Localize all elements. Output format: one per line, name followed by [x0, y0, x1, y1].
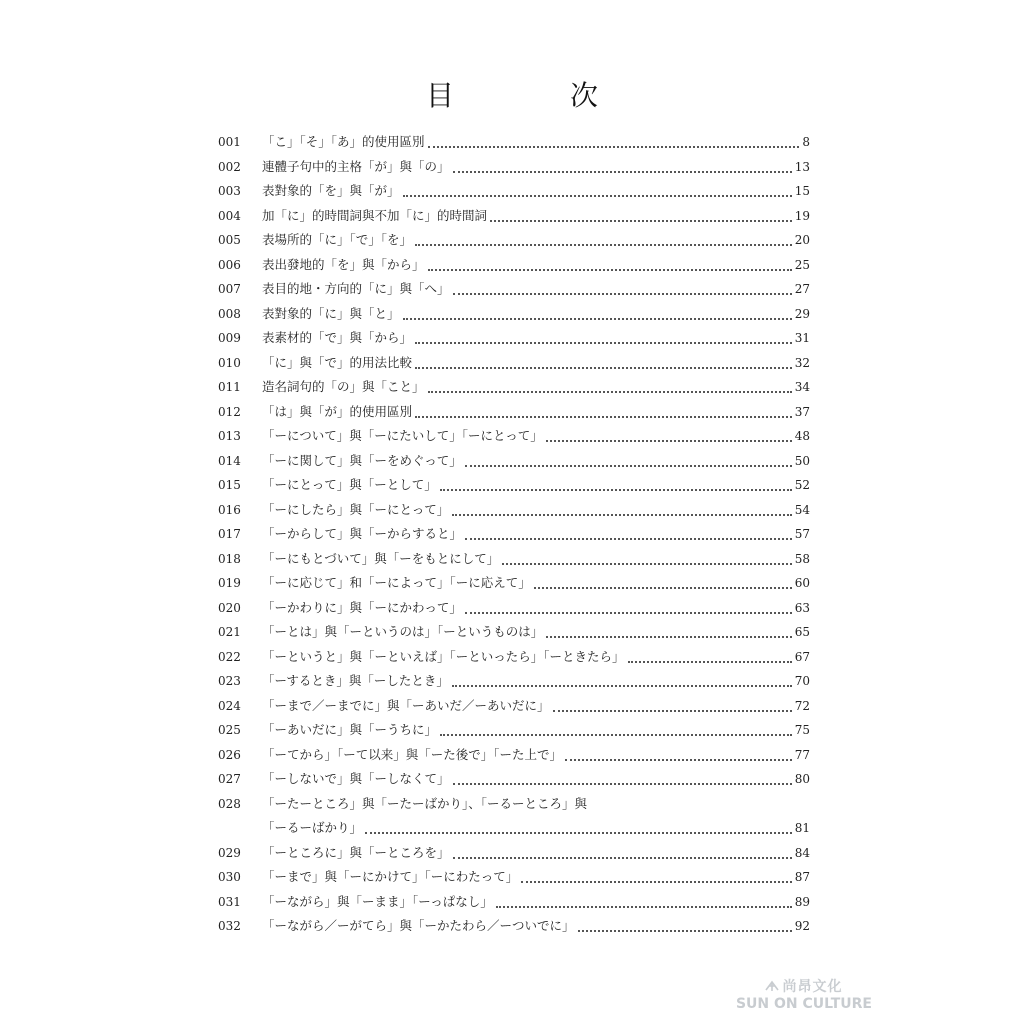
toc-entry-number: 031: [218, 894, 241, 909]
toc-entry: [218, 426, 810, 451]
toc-entry-number: 028: [218, 796, 241, 811]
toc-entry-title: 表出發地的「を」與「から」: [262, 256, 425, 272]
toc-entry-page: 84: [794, 845, 810, 860]
toc-entry-page: 8: [802, 135, 810, 149]
toc-leader-dots: [465, 465, 792, 467]
toc-entry-number: 004: [218, 208, 241, 223]
toc-entry: [218, 132, 810, 157]
toc-entry: [218, 720, 810, 745]
toc-leader-dots: [365, 832, 792, 834]
toc-entry-title: 「ーまで／ーまでに」與「ーあいだ／ーあいだに」: [262, 697, 550, 713]
toc-leader-dots: [440, 489, 792, 491]
toc-entry-title: 「ーてから」「ーて以来」與「ーた後で」「ーた上で」: [262, 746, 563, 762]
toc-leader-dots: [403, 195, 792, 197]
toc-entry-number: 022: [218, 649, 241, 664]
toc-leader-dots: [490, 220, 792, 222]
toc-leader-dots: [578, 930, 792, 932]
toc-leader-dots: [534, 587, 792, 589]
toc-entry-page: 60: [794, 576, 810, 590]
toc-entry-title: 「ーにとって」與「ーとして」: [262, 477, 437, 492]
toc-entry-title: 「は」與「が」的使用區別: [262, 403, 413, 419]
toc-entry-number: 029: [218, 845, 241, 860]
toc-entry: [218, 573, 810, 598]
toc-entry-number: 023: [218, 674, 241, 688]
toc-entry-page: 54: [794, 502, 810, 517]
toc-entry-page: 13: [794, 159, 810, 174]
toc-entry-title: 「こ」「そ」「あ」的使用區別: [262, 134, 425, 149]
toc-entry-page: 70: [794, 674, 810, 688]
toc-entry-title-continued: 「ーるーばかり」: [262, 820, 363, 835]
toc-entry: [218, 304, 810, 329]
toc-entry: [218, 916, 810, 941]
toc-entry-page: 92: [794, 919, 810, 933]
toc-entry: [218, 230, 810, 255]
toc-entry-number: 021: [218, 625, 241, 639]
toc-entry-page: 63: [794, 600, 810, 615]
toc-entry-number: 003: [218, 184, 241, 198]
toc-entry-title: 「ーところに」與「ーところを」: [262, 844, 450, 860]
toc-entry-page: 27: [794, 282, 810, 296]
toc-entry: [218, 279, 810, 304]
toc-entry: [218, 451, 810, 476]
toc-entry: [218, 524, 810, 549]
toc-leader-dots: [565, 759, 792, 761]
toc-entry: [218, 794, 810, 819]
toc-entry: [218, 475, 810, 500]
toc-entry-page: 89: [794, 894, 810, 909]
toc-leader-dots: [428, 391, 792, 393]
toc-entry-number: 011: [218, 380, 241, 394]
toc-leader-dots: [453, 783, 792, 785]
toc-entry: [218, 745, 810, 770]
toc-leader-dots: [452, 685, 792, 687]
toc-entry-number: 024: [218, 698, 241, 713]
toc-entry-page: 25: [794, 257, 810, 272]
toc-leader-dots: [453, 857, 792, 859]
toc-entry-number: 016: [218, 502, 241, 517]
page-title: 目 次: [425, 79, 642, 112]
toc-leader-dots: [453, 293, 792, 295]
toc-entry-title: 「ーたーところ」與「ーたーばかり」、「ーるーところ」與: [262, 795, 588, 811]
toc-entry-page: 31: [794, 331, 810, 345]
toc-entry-title: 「ーながら」與「ーまま」「ーっぱなし」: [262, 893, 493, 909]
toc-entry: [218, 769, 810, 794]
toc-entry-title: 「ーかわりに」與「ーにかわって」: [262, 599, 462, 615]
toc-leader-dots: [415, 416, 792, 418]
table-of-contents: [218, 132, 810, 941]
toc-entry-page: 48: [794, 429, 810, 443]
toc-entry-number: 008: [218, 306, 241, 321]
toc-entry-title: 「ーあいだに」與「ーうちに」: [262, 722, 438, 737]
toc-entry: [218, 353, 810, 378]
toc-entry: [218, 843, 810, 868]
toc-leader-dots: [465, 538, 792, 540]
toc-entry-number: 019: [218, 576, 241, 590]
toc-entry-number: 013: [218, 429, 241, 443]
toc-entry-title: 連體子句中的主格「が」與「の」: [262, 158, 450, 174]
toc-leader-dots: [415, 342, 792, 344]
publisher-logo-icon: [765, 980, 779, 992]
toc-leader-dots: [415, 367, 792, 369]
toc-entry-number: 032: [218, 919, 241, 933]
toc-leader-dots: [521, 881, 791, 883]
toc-entry-title: 「ーについて」與「ーにたいして」「ーにとって」: [262, 428, 543, 443]
toc-entry-page: 80: [794, 772, 810, 786]
toc-leader-dots: [465, 612, 792, 614]
toc-entry-number: 005: [218, 233, 241, 247]
toc-leader-dots: [546, 440, 792, 442]
toc-entry-title: 「ーからして」與「ーからすると」: [262, 526, 463, 541]
toc-leader-dots: [502, 563, 791, 565]
toc-entry: [218, 402, 810, 427]
toc-entry-page: 34: [794, 380, 810, 394]
toc-entry-page: 52: [794, 478, 810, 492]
toc-entry-title: 「ーに関して」與「ーをめぐって」: [262, 452, 462, 468]
toc-entry-page: 57: [794, 527, 810, 541]
toc-entry-number: 015: [218, 478, 241, 492]
toc-entry-page: 20: [794, 233, 810, 247]
toc-entry: [218, 622, 810, 647]
toc-entry-page: 37: [794, 404, 810, 419]
toc-entry: [218, 255, 810, 280]
toc-entry-title: 造名詞句的「の」與「こと」: [262, 379, 425, 394]
toc-entry-title: 表目的地・方向的「に」與「へ」: [262, 281, 450, 296]
toc-entry-number: 025: [218, 723, 241, 737]
toc-entry: [218, 500, 810, 525]
toc-leader-dots: [415, 244, 792, 246]
toc-entry: [218, 598, 810, 623]
toc-entry-page: 58: [794, 551, 810, 566]
toc-entry-title: 「ーまで」與「ーにかけて」「ーにわたって」: [262, 869, 519, 884]
toc-entry-title: 表素材的「で」與「から」: [262, 330, 413, 345]
toc-entry: [218, 549, 810, 574]
toc-leader-dots: [440, 734, 792, 736]
toc-entry: [218, 696, 810, 721]
toc-entry-continuation: [218, 818, 810, 843]
toc-entry-title: 「ーながら／ーがてら」與「ーかたわら／ーついでに」: [262, 918, 575, 933]
toc-entry-title: 「に」與「で」的用法比較: [262, 354, 413, 370]
toc-leader-dots: [553, 710, 792, 712]
toc-entry-number: 020: [218, 600, 241, 615]
toc-entry-number: 012: [218, 404, 241, 419]
toc-entry-page: 32: [794, 355, 810, 370]
toc-entry-number: 027: [218, 772, 241, 786]
toc-entry: [218, 892, 810, 917]
toc-entry-title: 表對象的「を」與「が」: [262, 183, 400, 198]
toc-entry-title: 表對象的「に」與「と」: [262, 305, 400, 321]
toc-entry-title: 「ーにもとづいて」與「ーをもとにして」: [262, 550, 500, 566]
toc-entry-page: 50: [794, 453, 810, 468]
toc-leader-dots: [428, 269, 792, 271]
toc-entry: [218, 377, 810, 402]
toc-entry-number: 010: [218, 355, 241, 370]
toc-entry-page: 77: [794, 747, 810, 762]
toc-entry-title: 「ーするとき」與「ーしたとき」: [262, 673, 449, 688]
toc-leader-dots: [628, 661, 792, 663]
toc-entry-number: 002: [218, 159, 241, 174]
toc-entry-title: 「ーしないで」與「ーしなくて」: [262, 771, 450, 786]
toc-entry: [218, 867, 810, 892]
toc-leader-dots: [496, 906, 792, 908]
watermark-english: SUN ON CULTURE: [735, 996, 872, 1012]
toc-entry-title: 加「に」的時間詞與不加「に」的時間詞: [262, 207, 488, 223]
toc-entry-page: 75: [794, 723, 810, 737]
toc-entry-number: 007: [218, 282, 241, 296]
toc-entry-number: 001: [218, 135, 241, 149]
toc-entry: [218, 328, 810, 353]
toc-entry-number: 017: [218, 527, 241, 541]
toc-leader-dots: [452, 514, 791, 516]
toc-entry-title: 「ーとは」與「ーというのは」「ーというものは」: [262, 624, 544, 639]
toc-entry-page: 15: [794, 184, 810, 198]
toc-entry-title: 「ーというと」與「ーといえば」「ーといったら」「ーときたら」: [262, 648, 625, 664]
toc-entry-page: 72: [794, 698, 810, 713]
toc-entry: [218, 671, 810, 696]
toc-entry-page: 81: [794, 821, 810, 835]
toc-entry-title: 「ーにしたら」與「ーにとって」: [262, 501, 450, 517]
toc-entry-number: 009: [218, 331, 241, 345]
toc-leader-dots: [428, 146, 800, 148]
toc-entry: [218, 181, 810, 206]
toc-entry-title: 「ーに応じて」和「ーによって」「ーに応えて」: [262, 575, 531, 590]
toc-entry-page: 19: [794, 208, 810, 223]
toc-entry-number: 006: [218, 257, 241, 272]
toc-entry-page: 67: [794, 649, 810, 664]
toc-entry-number: 026: [218, 747, 241, 762]
toc-entry-number: 018: [218, 551, 241, 566]
toc-leader-dots: [546, 636, 791, 638]
toc-entry: [218, 647, 810, 672]
toc-leader-dots: [453, 171, 792, 173]
toc-entry: [218, 206, 810, 231]
toc-entry-number: 030: [218, 870, 241, 884]
toc-entry-title: 表場所的「に」「で」「を」: [262, 232, 413, 247]
publisher-watermark: [736, 976, 872, 1012]
toc-entry-page: 65: [794, 625, 810, 639]
toc-entry-page: 87: [794, 870, 810, 884]
watermark-chinese: 尚昂文化: [782, 979, 843, 995]
toc-entry-number: 014: [218, 453, 241, 468]
toc-entry: [218, 157, 810, 182]
toc-leader-dots: [403, 318, 792, 320]
toc-entry-page: 29: [794, 306, 810, 321]
